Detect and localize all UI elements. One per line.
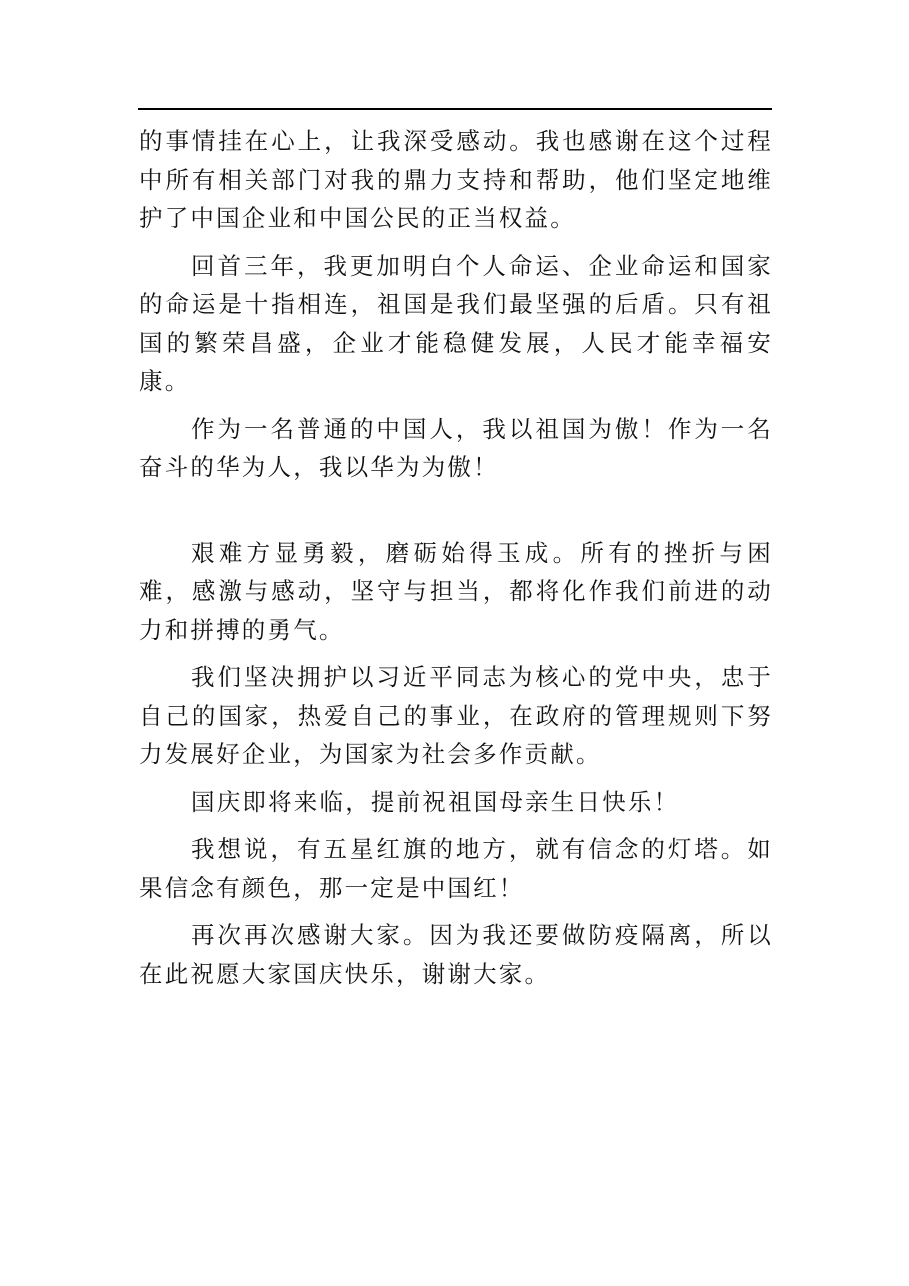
paragraph: 我想说，有五星红旗的地方，就有信念的灯塔。如果信念有颜色，那一定是中国红！: [139, 835, 773, 902]
document-body: [139, 122, 773, 1002]
paragraph: 再次再次感谢大家。因为我还要做防疫隔离，所以在此祝愿大家国庆快乐，谢谢大家。: [139, 921, 773, 988]
paragraph: 回首三年，我更加明白个人命运、企业命运和国家的命运是十指相连，祖国是我们最坚强的后盾。只有祖国的繁荣昌盛，企业才能稳健发展，人民才能幸福安康。: [139, 251, 773, 395]
paragraph: 作为一名普通的中国人，我以祖国为傲！作为一名奋斗的华为人，我以华为为傲！: [139, 414, 773, 481]
paragraph: 艰难方显勇毅，磨砺始得玉成。所有的挫折与困难，感激与感动，坚守与担当，都将化作我们前进的动力和拼搏的勇气。: [139, 538, 773, 644]
paragraph: 我们坚决拥护以习近平同志为核心的党中央，忠于自己的国家，热爱自己的事业，在政府的管理规则下努力发展好企业，为国家为社会多作贡献。: [139, 663, 773, 768]
paragraph: 国庆即将来临，提前祝祖国母亲生日快乐！: [191, 787, 680, 816]
header-rule: [138, 108, 772, 110]
paragraph-continued: 的事情挂在心上，让我深受感动。我也感谢在这个过程中所有相关部门对我的鼎力支持和帮助，他们坚定地维护了中国企业和中国公民的正当权益。: [139, 127, 773, 232]
blank-line: [139, 496, 773, 534]
